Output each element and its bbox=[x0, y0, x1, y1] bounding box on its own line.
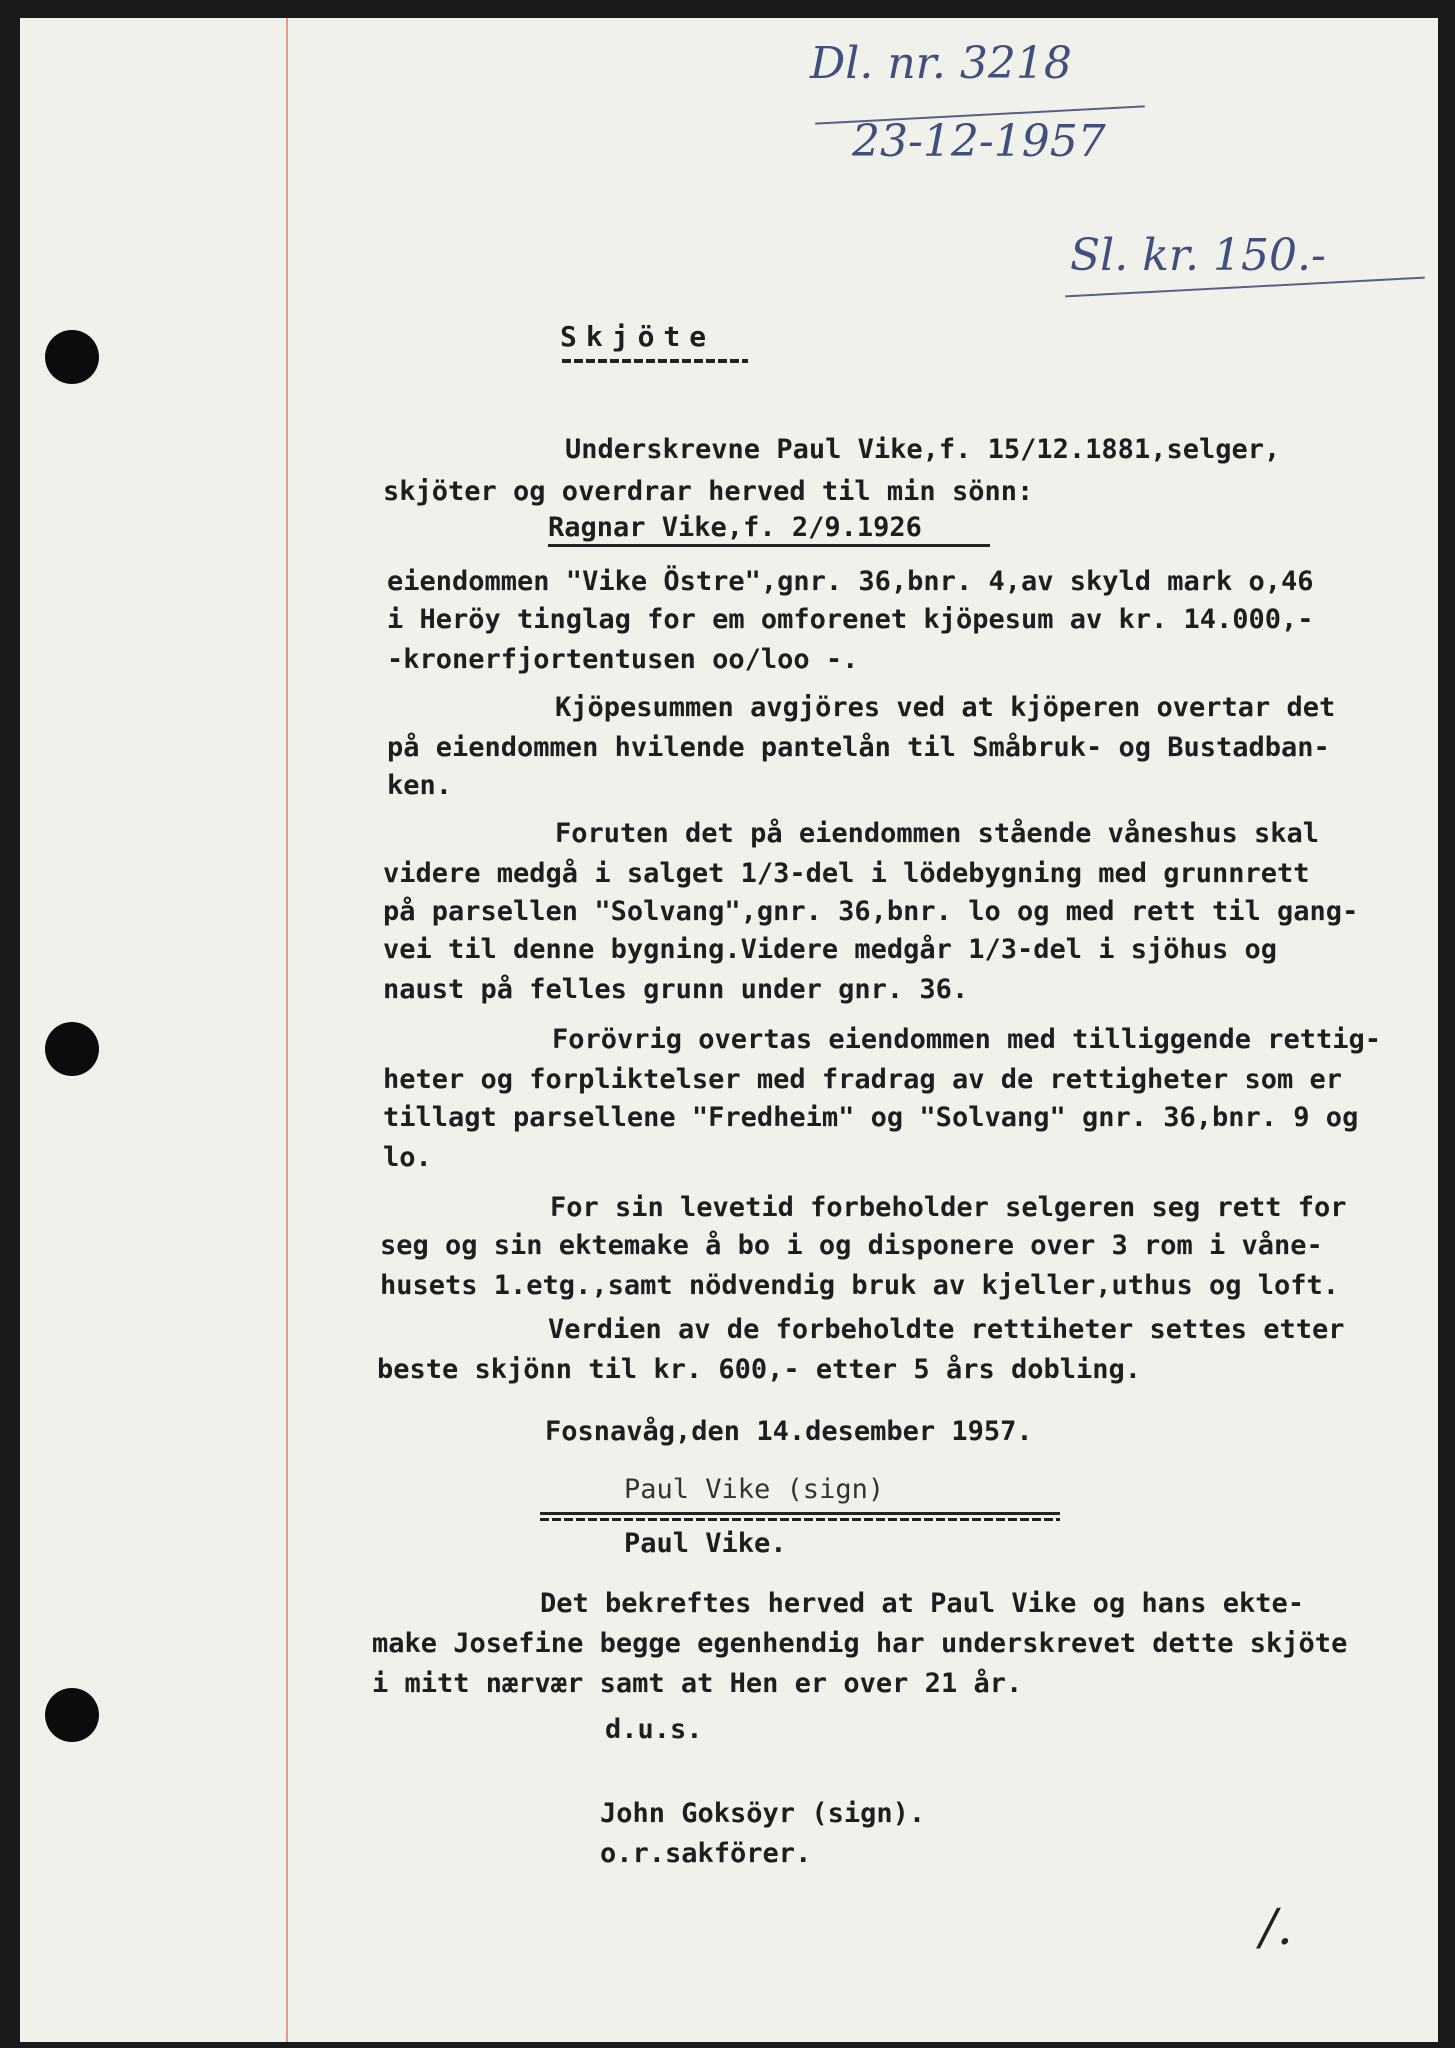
buyer-name: Ragnar Vike,f. 2/9.1926 bbox=[548, 512, 922, 543]
body-line: Det bekreftes herved at Paul Vike og hans ekte- bbox=[540, 1588, 1305, 1619]
document-title: Skjöte bbox=[560, 320, 716, 353]
body-line: Forövrig overtas eiendommen med tilliggende rettig- bbox=[552, 1024, 1382, 1055]
body-line: Kjöpesummen avgjöres ved at kjöperen overtar det bbox=[555, 692, 1336, 723]
seller-name: Paul Vike. bbox=[624, 1528, 787, 1559]
body-line: videre medgå i salget 1/3-del i lödebygning med grunnrett bbox=[383, 858, 1310, 889]
body-line: seg og sin ektemake å bo i og disponere over 3 rom i våne- bbox=[380, 1230, 1323, 1261]
body-line: heter og forpliktelser med fradrag av de rettigheter som er bbox=[383, 1064, 1343, 1095]
body-line: Underskrevne Paul Vike,f. 15/12.1881,selger, bbox=[565, 434, 1281, 465]
body-line: tillagt parsellene "Fredheim" og "Solvang" gnr. 36,bnr. 9 og bbox=[383, 1102, 1359, 1133]
body-line: Foruten det på eiendommen stående våneshus skal bbox=[555, 818, 1320, 849]
body-line: på parsellen "Solvang",gnr. 36,bnr. lo og med rett til gang- bbox=[383, 896, 1359, 927]
body-line: Verdien av de forbeholdte rettiheter settes etter bbox=[548, 1314, 1345, 1345]
body-line: på eiendommen hvilende pantelån til Småbruk- og Bustadban- bbox=[387, 732, 1330, 763]
body-line: beste skjönn til kr. 600,- etter 5 års dobling. bbox=[377, 1354, 1142, 1385]
margin-mark: /. bbox=[1260, 1898, 1293, 1956]
body-line: ken. bbox=[387, 770, 453, 801]
fee-note: Sl. kr. 150.- bbox=[1070, 230, 1326, 281]
body-line: skjöter og overdrar herved til min sönn: bbox=[383, 476, 1034, 507]
registration-date: 23-12-1957 bbox=[852, 116, 1106, 167]
witness-title: o.r.sakförer. bbox=[600, 1838, 812, 1869]
body-line: lo. bbox=[383, 1142, 432, 1173]
body-line: make Josefine begge egenhendig har underskrevet dette skjöte bbox=[372, 1628, 1348, 1659]
body-line: eiendommen "Vike Östre",gnr. 36,bnr. 4,av skyld mark o,46 bbox=[387, 566, 1314, 597]
place-date: Fosnavåg,den 14.desember 1957. bbox=[545, 1416, 1033, 1447]
body-line: vei til denne bygning.Videre medgår 1/3-del i sjöhus og bbox=[383, 934, 1278, 965]
punch-hole bbox=[45, 1022, 99, 1076]
witness-signature: John Goksöyr (sign). bbox=[600, 1798, 926, 1829]
body-line: husets 1.etg.,samt nödvendig bruk av kjeller,uthus og loft. bbox=[380, 1270, 1340, 1301]
buyer-underline bbox=[548, 544, 990, 547]
title-underline bbox=[562, 359, 748, 363]
document-page bbox=[20, 18, 1438, 2042]
signature-line-dashes bbox=[540, 1518, 1060, 1521]
case-number: Dl. nr. 3218 bbox=[810, 38, 1072, 89]
body-line: naust på felles grunn under gnr. 36. bbox=[383, 974, 969, 1005]
punch-hole bbox=[45, 330, 99, 384]
body-line: i Heröy tinglag for em omforenet kjöpesum av kr. 14.000,- bbox=[387, 604, 1314, 635]
body-line: For sin levetid forbeholder selgeren seg rett for bbox=[550, 1192, 1347, 1223]
body-line: -kronerfjortentusen oo/loo -. bbox=[387, 644, 859, 675]
seller-signature: Paul Vike (sign) bbox=[624, 1474, 885, 1505]
margin-line bbox=[286, 18, 288, 2042]
punch-hole bbox=[45, 1688, 99, 1742]
signature-line bbox=[540, 1512, 1060, 1515]
body-line: i mitt nærvær samt at Hen er over 21 år. bbox=[372, 1668, 1023, 1699]
body-line: d.u.s. bbox=[605, 1714, 703, 1745]
